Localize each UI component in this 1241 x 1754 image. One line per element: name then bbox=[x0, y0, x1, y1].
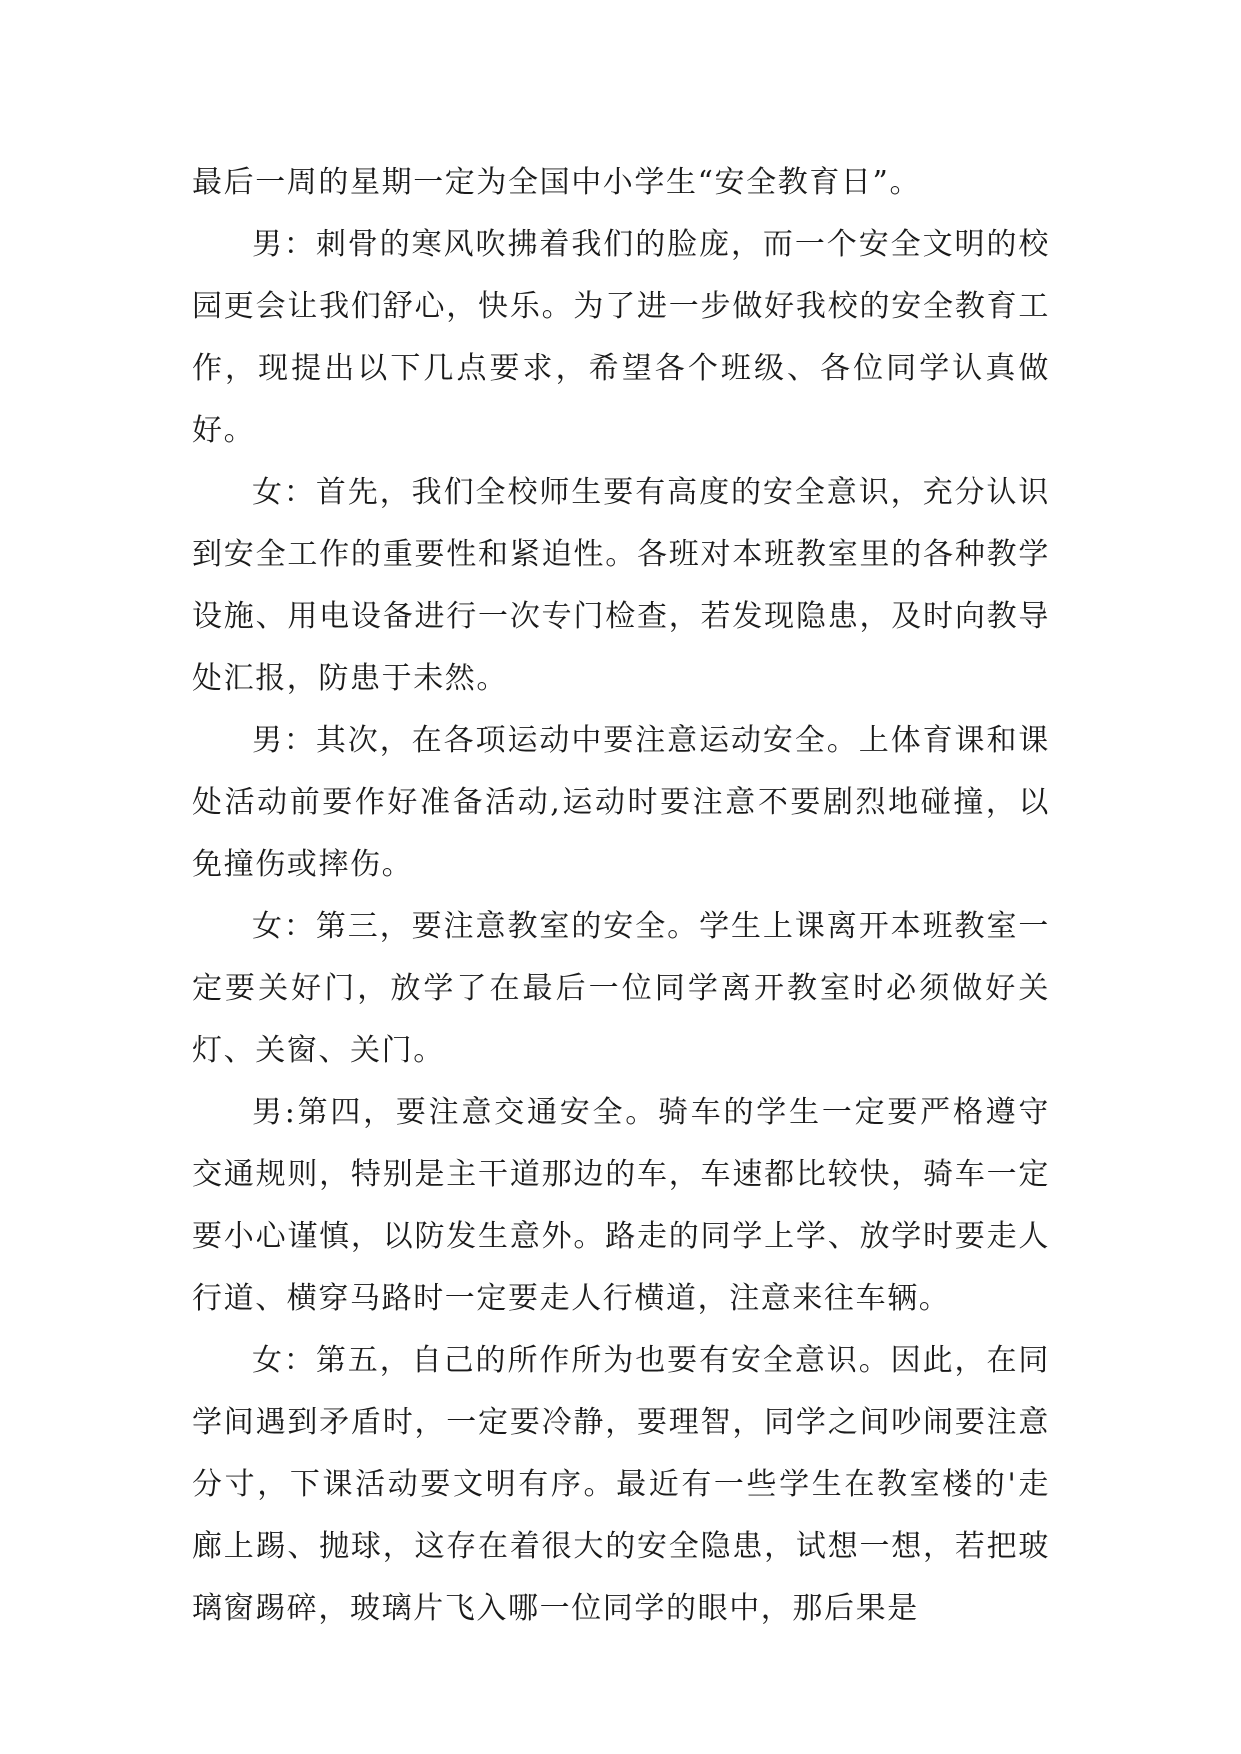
document-body bbox=[192, 152, 1050, 1640]
paragraph-continuation: 最后一周的星期一定为全国中小学生“安全教育日”。 bbox=[192, 165, 922, 200]
paragraph-female-first: 女：首先，我们全校师生要有高度的安全意识，充分认识到安全工作的重要性和紧迫性。各班对本班教室里的各种教学设施、用电设备进行一次专门检查，若发现隐患，及时向教导处汇报，防患于未然。 bbox=[192, 475, 1050, 696]
paragraph-male-fourth: 男:第四，要注意交通安全。骑车的学生一定要严格遵守交通规则，特别是主干道那边的车，车速都比较快，骑车一定要小心谨慎，以防发生意外。路走的同学上学、放学时要走人行道、横穿马路时一定要走人行横道，注意来往车辆。 bbox=[192, 1095, 1050, 1316]
paragraph-female-fifth: 女：第五，自己的所作所为也要有安全意识。因此，在同学间遇到矛盾时，一定要冷静，要理智，同学之间吵闹要注意分寸，下课活动要文明有序。最近有一些学生在教室楼的'走廊上踢、抛球，这存在着很大的安全隐患，试想一想，若把玻璃窗踢碎，玻璃片飞入哪一位同学的眼中，那后果是 bbox=[192, 1343, 1050, 1626]
paragraph-male-intro: 男：刺骨的寒风吹拂着我们的脸庞，而一个安全文明的校园更会让我们舒心，快乐。为了进一步做好我校的安全教育工作，现提出以下几点要求，希望各个班级、各位同学认真做好。 bbox=[192, 227, 1050, 448]
paragraph-male-second: 男：其次，在各项运动中要注意运动安全。上体育课和课处活动前要作好准备活动,运动时要注意不要剧烈地碰撞，以免撞伤或摔伤。 bbox=[192, 723, 1050, 882]
paragraph-female-third: 女：第三，要注意教室的安全。学生上课离开本班教室一定要关好门，放学了在最后一位同学离开教室时必须做好关灯、关窗、关门。 bbox=[192, 909, 1050, 1068]
